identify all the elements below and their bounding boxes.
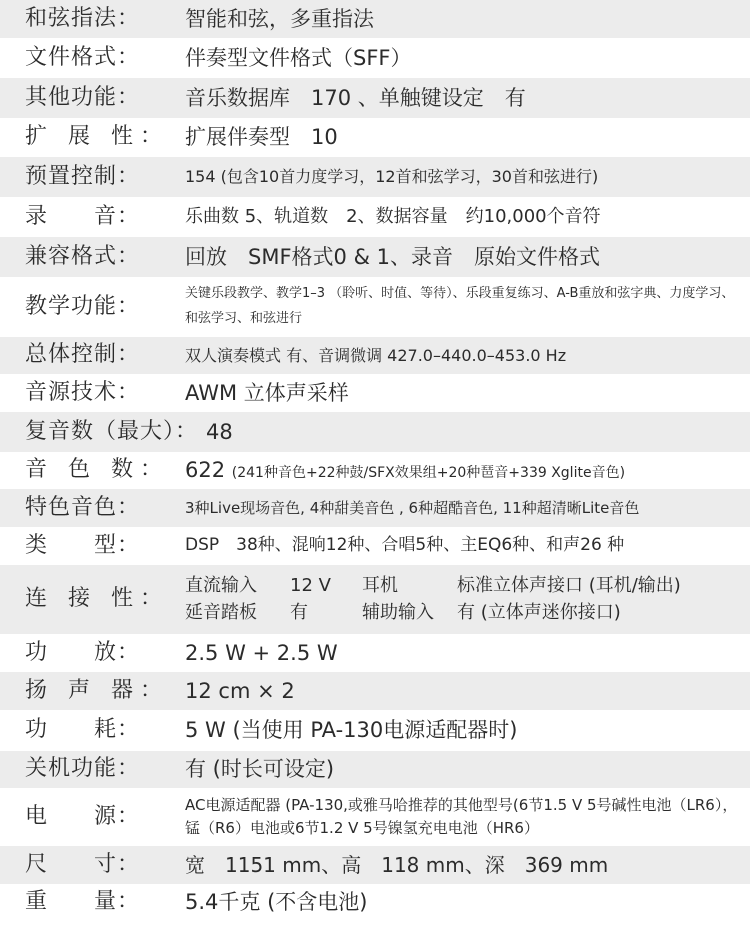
spec-value: 2.5 W + 2.5 W (185, 640, 338, 665)
spec-row-power-supply (0, 788, 750, 846)
spec-label: 尺 寸： (25, 851, 141, 877)
conn-dc-in-label: 直流输入 (185, 575, 257, 597)
spec-row-recording (0, 197, 750, 237)
spec-row-speakers (0, 672, 750, 710)
spec-label: 特色音色： (25, 494, 141, 520)
spec-label: 扩 展 性： (25, 124, 169, 150)
spec-label: 音源技术： (25, 379, 141, 405)
spec-row-polyphony (0, 412, 750, 452)
spec-value: 5 W (当使用 PA-130电源适配器时) (185, 718, 518, 743)
spec-label: 复音数（最大）： (25, 418, 199, 444)
spec-value: 3种Live现场音色, 4种甜美音色 , 6种超酷音色, 11种超清晰Lite音色 (185, 498, 640, 517)
spec-value: 关键乐段教学、教学1–3 （聆听、时值、等待）、乐段重复练习、A-B重放和弦字典、力度学习、和弦学习、和弦进行 (185, 286, 735, 326)
spec-label: 电 源： (25, 803, 141, 829)
spec-label: 音 色 数： (25, 457, 169, 483)
conn-dc-in-value: 12 V (290, 575, 331, 597)
spec-row-featured-voices (0, 489, 750, 527)
spec-value: 回放 SMF格式0 & 1、录音 原始文件格式 (185, 244, 600, 269)
spec-row-weight (0, 884, 750, 921)
spec-row-dimensions (0, 846, 750, 884)
spec-value: 双人演奏模式 有、音调微调 427.0–440.0–453.0 Hz (185, 345, 567, 365)
spec-value: 乐曲数 5、轨道数 2、数据容量 约10,000个音符 (185, 205, 601, 227)
spec-row-tone-generation (0, 374, 750, 412)
spec-value: 154 (包含10首力度学习，12首和弦学习，30首和弦进行) (185, 167, 599, 186)
conn-headphones-label: 耳机 (362, 575, 398, 597)
conn-sustain-label: 延音踏板 (185, 601, 257, 623)
spec-value: 智能和弦，多重指法 (185, 6, 374, 31)
spec-label: 兼容格式： (25, 243, 141, 269)
spec-row-overall-control (0, 337, 750, 374)
spec-label: 功 耗： (25, 717, 141, 743)
spec-value: DSP 38种、混响12种、合唱5种、主EQ6种、和声26 种 (185, 535, 625, 556)
spec-label: 和弦指法： (25, 5, 141, 31)
spec-label: 教学功能： (25, 293, 141, 319)
spec-label: 文件格式： (25, 44, 141, 70)
spec-row-amplifier (0, 634, 750, 672)
spec-value: 5.4千克 (不含电池) (185, 890, 368, 915)
spec-label: 预置控制： (25, 163, 141, 189)
voice-count-note: (241种音色+22种鼓/SFX效果组+20种琶音+339 Xglite音色) (231, 465, 626, 482)
spec-row-auto-power-off (0, 751, 750, 788)
spec-row-connectivity (0, 565, 750, 634)
spec-label: 其他功能： (25, 84, 141, 110)
spec-value: 音乐数据库 170 、单触键设定 有 (185, 85, 526, 110)
spec-row-chord-fingering (0, 0, 750, 38)
spec-value: 48 (206, 419, 233, 444)
conn-aux-in-value: 有 (立体声迷你接口) (457, 601, 621, 623)
spec-row-expansion (0, 118, 750, 157)
spec-row-other-functions (0, 78, 750, 118)
spec-value: AC电源适配器 (PA-130,或雅马哈推荐的其他型号(6节1.5 V 5号碱性电池（LR6），锰（R6）电池或6节1.2 V 5号镍氢充电电池（HR6） (185, 795, 738, 837)
spec-label: 重 量： (25, 889, 141, 915)
spec-value (185, 457, 750, 483)
spec-label: 连 接 性： (25, 586, 169, 612)
spec-row-lesson-functions (0, 277, 750, 337)
spec-row-voice-count (0, 452, 750, 489)
conn-sustain-value: 有 (290, 601, 308, 623)
spec-value: 有 (时长可设定) (185, 757, 335, 782)
spec-label: 功 放： (25, 639, 141, 665)
spec-value: AWM 立体声采样 (185, 380, 349, 405)
spec-label: 扬 声 器： (25, 677, 169, 703)
spec-label: 类 型： (25, 532, 141, 558)
conn-headphones-value: 标准立体声接口 (耳机/输出) (457, 575, 681, 597)
spec-label: 总体控制： (25, 342, 141, 368)
spec-label: 录 音： (25, 203, 141, 229)
spec-row-power-consumption (0, 710, 750, 751)
spec-value: 宽 1151 mm、高 118 mm、深 369 mm (185, 852, 609, 877)
spec-label: 关机功能： (25, 756, 141, 782)
spec-row-effect-types (0, 527, 750, 565)
spec-value: 12 cm × 2 (185, 678, 295, 703)
conn-aux-in-label: 辅助输入 (362, 601, 434, 623)
spec-value: 扩展伴奏型 10 (185, 125, 338, 150)
spec-row-compatible-format (0, 237, 750, 277)
spec-row-file-format (0, 38, 750, 78)
spec-row-preset-control (0, 157, 750, 197)
connectivity-grid (185, 573, 750, 625)
voice-count-number: 622 (185, 458, 226, 483)
spec-value: 伴奏型文件格式（SFF） (185, 45, 412, 70)
